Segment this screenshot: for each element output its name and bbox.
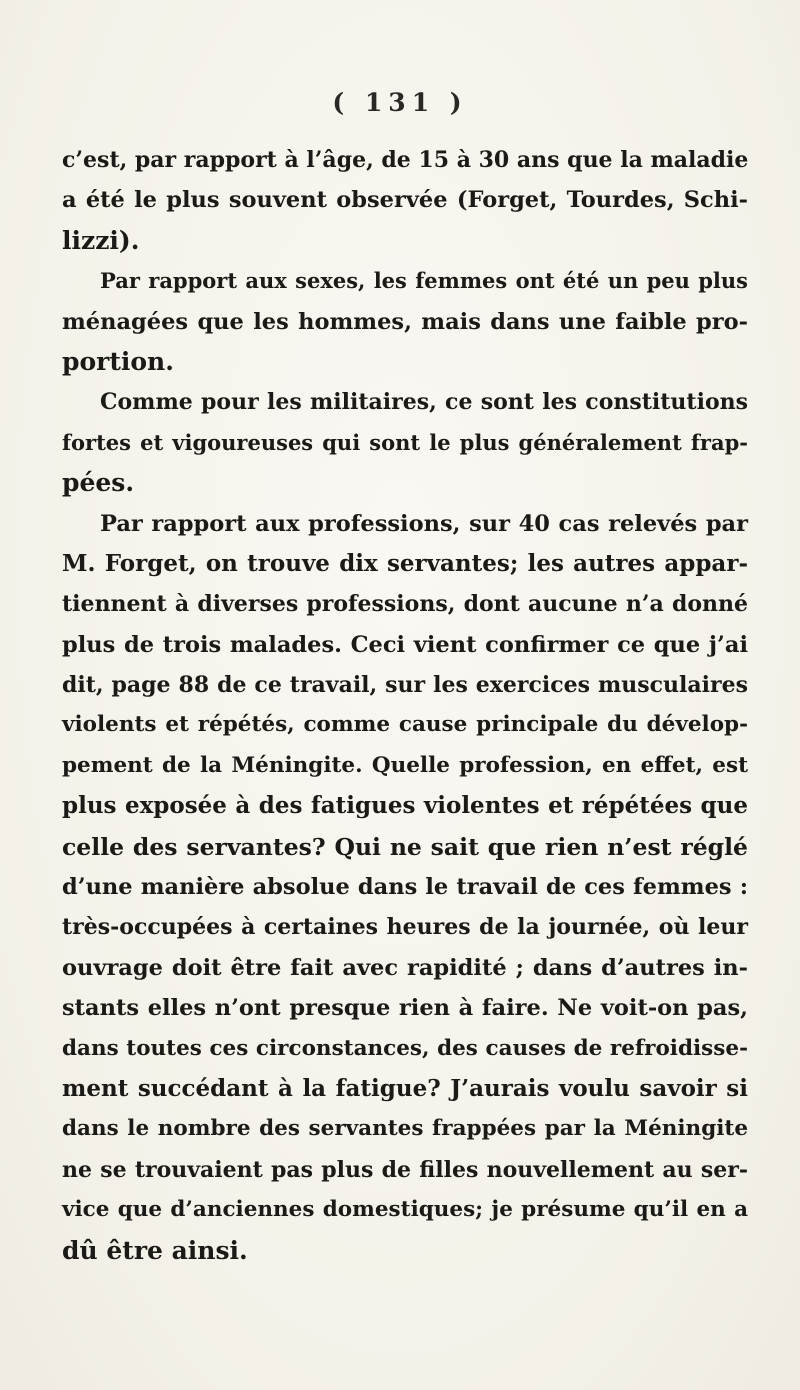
text-line: d’une manière absolue dans le travail de ces femmes : (62, 874, 748, 901)
text-line: plus de trois malades. Ceci vient confirmer ce que j’ai (62, 631, 748, 658)
text-line: celle des servantes? Qui ne sait que rien n’est réglé (62, 832, 748, 861)
text-line: Par rapport aux sexes, les femmes ont été un peu plus (100, 268, 748, 294)
text-line: pées. (62, 468, 135, 498)
text-line: a été le plus souvent observée (Forget, Tourdes, Schi- (62, 187, 748, 214)
page-number-header: ( 131 ) (332, 88, 468, 117)
text-line: violents et répétés, comme cause principale du dévelop- (62, 712, 748, 738)
text-line: Par rapport aux professions, sur 40 cas relevés par (100, 510, 748, 537)
text-line: portion. (62, 346, 174, 376)
text-line: pement de la Méningite. Quelle profession, en effet, est (62, 752, 748, 778)
text-line: dans toutes ces circonstances, des causes de refroidisse- (62, 1035, 748, 1061)
text-line: c’est, par rapport à l’âge, de 15 à 30 ans que la maladie (62, 147, 749, 173)
text-line: ménagées que les hommes, mais dans une faible pro- (62, 308, 748, 335)
text-line: plus exposée à des fatigues violentes et répétées que (62, 792, 748, 820)
text-line: tiennent à diverses professions, dont aucune n’a donné (62, 591, 748, 618)
text-line: fortes et vigoureuses qui sont le plus généralement frap- (62, 429, 748, 455)
body-text (62, 140, 748, 1271)
text-line: Comme pour les militaires, ce sont les constitutions (100, 389, 748, 416)
text-line: très-occupées à certaines heures de la journée, où leur (62, 914, 748, 941)
text-line: ment succédant à la fatigue? J’aurais voulu savoir si (62, 1074, 748, 1102)
text-line: M. Forget, on trouve dix servantes; les autres appar- (62, 549, 748, 577)
text-line: lizzi). (62, 225, 140, 255)
text-line: stants elles n’ont presque rien à faire. Ne voit-on pas, (62, 995, 748, 1022)
text-line: dans le nombre des servantes frappées par la Méningite (62, 1116, 748, 1142)
text-line: ouvrage doit être fait avec rapidité ; dans d’autres in- (62, 954, 748, 981)
text-line: ne se trouvaient pas plus de filles nouvellement au ser- (62, 1156, 748, 1183)
text-line: dit, page 88 de ce travail, sur les exercices musculaires (62, 672, 748, 699)
text-line: dû être ainsi. (62, 1235, 248, 1265)
text-line: vice que d’anciennes domestiques; je présume qu’il en a (62, 1197, 748, 1223)
